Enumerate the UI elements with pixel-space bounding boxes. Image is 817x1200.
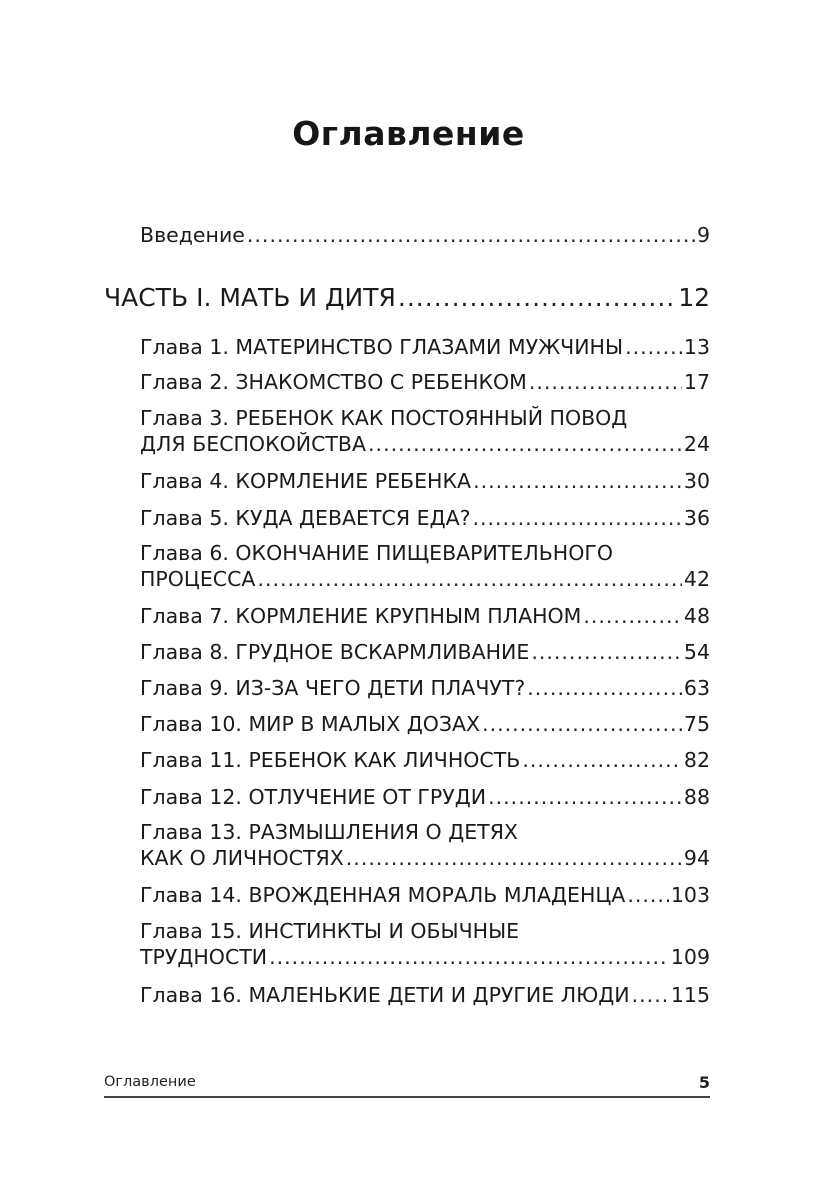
toc-chapter-4 <box>140 466 710 497</box>
chapter-page: 63 <box>683 676 710 700</box>
chapter-page: 42 <box>683 567 710 591</box>
toc-chapter-1 <box>140 332 710 363</box>
chapter-title: Глава 2. ЗНАКОМСТВО С РЕБЕНКОМ <box>140 370 527 394</box>
chapter-page: 94 <box>683 846 710 870</box>
toc-part-page: 12 <box>678 283 710 312</box>
dot-leader <box>625 332 682 363</box>
chapter-page: 103 <box>670 883 710 907</box>
dot-leader <box>531 637 682 668</box>
dot-leader <box>522 745 682 776</box>
chapter-title-line-1: Глава 6. ОКОНЧАНИЕ ПИЩЕВАРИТЕЛЬНОГО <box>140 541 613 565</box>
dot-leader <box>257 564 681 595</box>
chapter-title-line-1: Глава 3. РЕБЕНОК КАК ПОСТОЯННЫЙ ПОВОД <box>140 406 628 430</box>
dot-leader <box>529 367 682 398</box>
toc-chapter-5 <box>140 503 710 534</box>
chapter-title: Глава 12. ОТЛУЧЕНИЕ ОТ ГРУДИ <box>140 785 487 809</box>
dot-leader <box>473 466 682 497</box>
toc-chapter-3 <box>140 429 710 460</box>
chapter-title-line-2: ДЛЯ БЕСПОКОЙСТВА <box>140 432 367 456</box>
dot-leader <box>527 673 682 704</box>
dot-leader <box>632 980 669 1011</box>
dot-leader <box>472 503 681 534</box>
chapter-title-line-1: Глава 15. ИНСТИНКТЫ И ОБЫЧНЫЕ <box>140 919 520 943</box>
chapter-title: Глава 9. ИЗ-ЗА ЧЕГО ДЕТИ ПЛАЧУТ? <box>140 676 526 700</box>
chapter-title: Глава 5. КУДА ДЕВАЕТСЯ ЕДА? <box>140 506 471 530</box>
dot-leader <box>368 429 682 460</box>
dot-leader <box>247 220 695 251</box>
dot-leader <box>627 880 669 911</box>
chapter-title: Глава 14. ВРОЖДЕННАЯ МОРАЛЬ МЛАДЕНЦА <box>140 883 626 907</box>
chapter-page: 115 <box>670 983 710 1007</box>
toc-part-label: ЧАСТЬ I. МАТЬ И ДИТЯ <box>104 283 396 312</box>
toc-chapter-15 <box>140 942 710 973</box>
toc-chapter-2 <box>140 367 710 398</box>
dot-leader <box>346 843 682 874</box>
toc-chapter-6 <box>140 564 710 595</box>
running-footer-title: Оглавление <box>104 1074 196 1090</box>
toc-chapter-16 <box>140 980 710 1011</box>
toc-chapter-14 <box>140 880 710 911</box>
chapter-title: Глава 11. РЕБЕНОК КАК ЛИЧНОСТЬ <box>140 748 521 772</box>
toc-chapter-7 <box>140 601 710 632</box>
chapter-page: 36 <box>683 506 710 530</box>
dot-leader <box>398 280 676 316</box>
chapter-title-line-2: ПРОЦЕССА <box>140 567 256 591</box>
dot-leader <box>482 709 682 740</box>
toc-entry-label: Введение <box>140 223 245 247</box>
chapter-title: Глава 1. МАТЕРИНСТВО ГЛАЗАМИ МУЖЧИНЫ <box>140 335 624 359</box>
chapter-title-line-2: ТРУДНОСТИ <box>140 945 268 969</box>
chapter-page: 54 <box>683 640 710 664</box>
page-number: 5 <box>698 1073 710 1092</box>
chapter-page: 88 <box>683 785 710 809</box>
chapter-page: 24 <box>683 432 710 456</box>
dot-leader <box>583 601 682 632</box>
chapter-title: Глава 10. МИР В МАЛЫХ ДОЗАХ <box>140 712 481 736</box>
toc-entry-intro <box>140 220 710 251</box>
chapter-page: 82 <box>683 748 710 772</box>
toc-chapter-9 <box>140 673 710 704</box>
toc-chapter-13 <box>140 843 710 874</box>
chapter-page: 30 <box>683 469 710 493</box>
toc-chapter-11 <box>140 745 710 776</box>
page-title: Оглавление <box>292 114 525 154</box>
chapter-page: 75 <box>683 712 710 736</box>
footer-divider <box>104 1096 710 1098</box>
chapter-title: Глава 7. КОРМЛЕНИЕ КРУПНЫМ ПЛАНОМ <box>140 604 582 628</box>
dot-leader <box>269 942 669 973</box>
chapter-page: 17 <box>683 370 710 394</box>
toc-chapter-10 <box>140 709 710 740</box>
chapter-title: Глава 4. КОРМЛЕНИЕ РЕБЕНКА <box>140 469 472 493</box>
chapter-title: Глава 16. МАЛЕНЬКИЕ ДЕТИ И ДРУГИЕ ЛЮДИ <box>140 983 630 1007</box>
chapter-page: 109 <box>670 945 710 969</box>
chapter-page: 13 <box>683 335 710 359</box>
toc-chapter-8 <box>140 637 710 668</box>
toc-chapter-12 <box>140 782 710 813</box>
chapter-page: 48 <box>683 604 710 628</box>
toc-part-heading <box>104 280 710 316</box>
chapter-title: Глава 8. ГРУДНОЕ ВСКАРМЛИВАНИЕ <box>140 640 530 664</box>
dot-leader <box>488 782 682 813</box>
toc-entry-page: 9 <box>696 223 710 247</box>
chapter-title-line-1: Глава 13. РАЗМЫШЛЕНИЯ О ДЕТЯХ <box>140 820 518 844</box>
chapter-title-line-2: КАК О ЛИЧНОСТЯХ <box>140 846 344 870</box>
